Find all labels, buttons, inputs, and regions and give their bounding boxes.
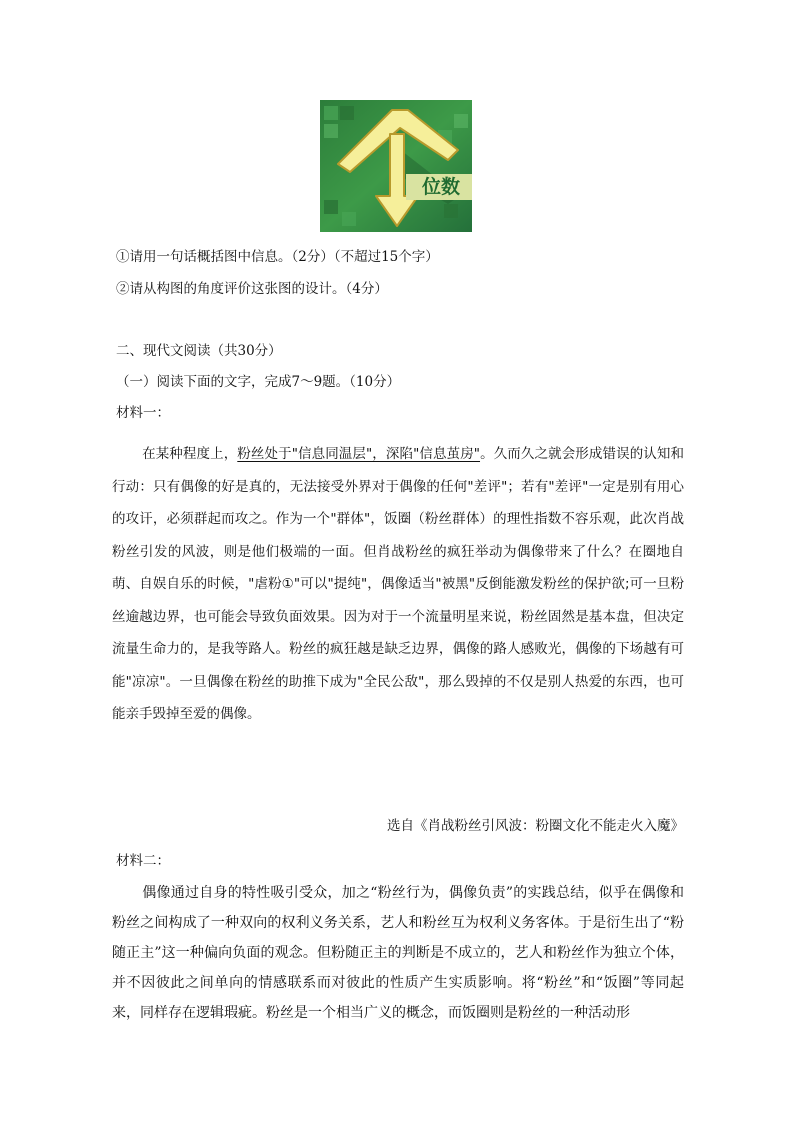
material-1-label: 材料一： <box>116 405 170 421</box>
material-2-label: 材料二： <box>116 853 170 869</box>
material-1-underlined-text: 粉丝处于"信息同温层"，深陷"信息茧房" <box>237 446 481 462</box>
material-1-text-start: 在某种程度上， <box>142 446 238 462</box>
material-1-text-rest: 。久而久之就会形成错误的认知和行动：只有偶像的好是真的，无法接受外界对于偶像的任何"差评"；若有"差评"一定是别有用心的攻讦，必须群起而攻之。作为一个"群体"，饭圈（粉丝群体）的理性指数不容乐观，此次肖战粉丝引发的风波，则是他们极端的一面。但肖战粉丝的疯狂举动为偶像带来了什么？在圈地自萌、自娱自乐的时候，"虐粉①"可以"提纯"，偶像适当"被黑"反倒能激发粉丝的保护欲;可一旦粉丝逾越边界，也可能会导致负面效果。因为对于一个流量明星来说，粉丝固然是基本盘，但决定流量生命力的，是我等路人。粉丝的疯狂越是缺乏边界，偶像的路人感败光，偶像的下场越有可能"凉凉"。一旦偶像在粉丝的助推下成为"全民公敌"，那么毁掉的不仅是别人热爱的东西，也可能亲手毁掉至爱的偶像。 <box>112 446 684 722</box>
subsection-heading: （一）阅读下面的文字，完成7～9题。（10分） <box>116 374 401 390</box>
material-2-text: 偶像通过自身的特性吸引受众，加之“粉丝行为，偶像负责”的实践总结，似乎在偶像和粉丝之间构成了一种双向的权利义务关系，艺人和粉丝互为权利义务客体。于是衍生出了“粉随正主”这一种偏向负面的观念。但粉随正主的判断是不成立的，艺人和粉丝作为独立个体，并不因彼此之间单向的情感联系而对彼此的性质产生实质影响。将“粉丝”和“饭圈”等同起来，同样存在逻辑瑕疵。粉丝是一个相当广义的概念，而饭圈则是粉丝的一种活动形 <box>112 885 684 1021</box>
material-1-source: 选自《肖战粉丝引风波：粉圈文化不能走火入魔》 <box>387 818 684 834</box>
ge-digit-figure <box>320 100 472 232</box>
section-heading: 二、现代文阅读（共30分） <box>116 343 282 359</box>
material-2-paragraph <box>112 878 684 1028</box>
figure-caption: 位数 <box>421 176 460 198</box>
question-1: ①请用一句话概括图中信息。（2分）（不超过15个字） <box>116 249 439 265</box>
falling-arrow-ge-character-icon <box>320 100 472 232</box>
question-2: ②请从构图的角度评价这张图的设计。（4分） <box>116 281 388 297</box>
material-1-paragraph <box>112 438 684 731</box>
